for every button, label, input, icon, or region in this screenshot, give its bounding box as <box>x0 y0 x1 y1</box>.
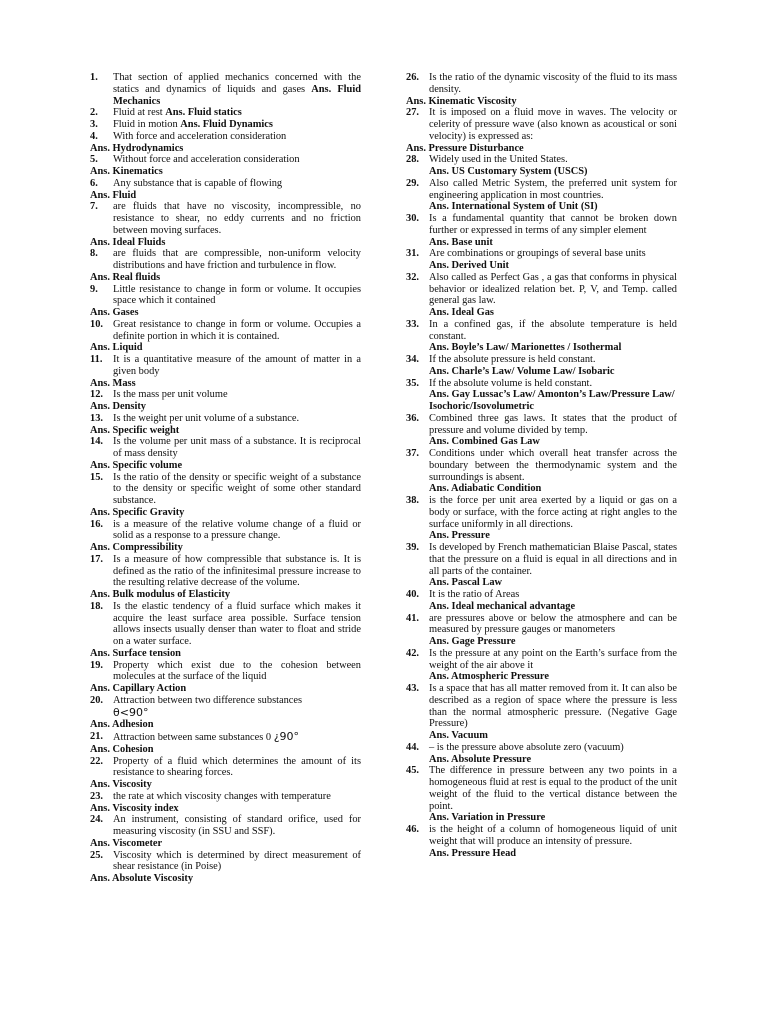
question-number: 31. <box>406 248 419 260</box>
question-row <box>90 814 361 838</box>
inline-answer: Ans. Fluid statics <box>165 107 242 119</box>
question-number: 20. <box>90 694 103 706</box>
question-number: 12. <box>90 389 103 401</box>
question-body: It is the ratio of Areas <box>429 589 520 600</box>
question-body: Without force and acceleration consideration <box>113 154 300 166</box>
question-text <box>429 378 677 390</box>
question-number: 32. <box>406 271 419 283</box>
question-body: Any substance that is capable of flowing <box>113 177 283 189</box>
question-body: is the force per unit area exerted by a liquid or gas on a body or surface, with the force acting at right angles to the surface uniformly in all directions. <box>429 495 677 530</box>
question-row <box>90 850 361 874</box>
question-body: Is a measure of how compressible that substance is. It is defined as the ratio of the infinitesimal pressure increase to the resulting relative decrease of the volume. <box>113 553 361 589</box>
question-item <box>90 284 361 319</box>
answer-line: Ans. Capillary Action <box>90 683 187 694</box>
answer-line: Ans. Pressure Head <box>429 847 517 859</box>
answer-line: Ans. Adhesion <box>90 719 154 731</box>
question-item <box>406 683 677 742</box>
question-number: 35. <box>406 377 419 389</box>
question-row <box>406 495 677 530</box>
question-text <box>429 589 677 601</box>
question-item <box>406 272 677 319</box>
question-row <box>406 272 677 307</box>
answer-line: Ans. Real fluids <box>90 271 161 283</box>
question-row <box>406 613 677 637</box>
question-row <box>406 354 677 366</box>
question-number: 41. <box>406 612 419 624</box>
answer-line: Ans. Density <box>90 401 147 412</box>
question-row <box>90 554 361 589</box>
question-text <box>113 436 361 460</box>
question-row <box>90 248 361 272</box>
question-row <box>90 413 361 425</box>
question-number: 11. <box>90 354 103 365</box>
question-row <box>406 542 677 577</box>
question-number: 13. <box>90 412 103 424</box>
question-row <box>406 178 677 202</box>
question-text <box>113 660 361 684</box>
question-row <box>90 695 361 720</box>
question-item <box>90 389 361 413</box>
question-body: Little resistance to change in form or volume. It occupies space which it contained <box>113 283 361 307</box>
answer-line: Ans. Surface tension <box>90 647 181 659</box>
question-item <box>90 814 361 849</box>
question-body: Fluid at rest <box>113 107 163 119</box>
question-number: 36. <box>406 412 419 424</box>
question-number: 30. <box>406 213 419 224</box>
question-number: 44. <box>406 741 419 753</box>
question-body: Viscosity which is determined by direct measurement of shear resistance (in Poise) <box>113 849 361 873</box>
question-number: 23. <box>90 790 103 802</box>
question-body: Property which exist due to the cohesion between molecules at the surface of the liquid <box>113 659 361 683</box>
answer-line: Ans. Kinematic Viscosity <box>406 95 517 107</box>
answer-line: Ans. Gage Pressure <box>429 636 516 647</box>
answer-line: Ans. Vacuum <box>429 730 488 741</box>
answer-line: Ans. Absolute Viscosity <box>90 873 194 884</box>
question-row <box>90 472 361 507</box>
left-column <box>90 72 361 885</box>
question-text <box>113 354 361 378</box>
question-text <box>113 154 361 166</box>
question-body: Is the elastic tendency of a fluid surface which makes it acquire the least surface area possible. Surface tension allows insects usually denser than water to float and stride on a water surface. <box>113 600 361 647</box>
question-body: That section of applied mechanics concerned with the statics and dynamics of liquids and gases <box>113 72 361 95</box>
question-row <box>406 72 677 96</box>
question-item <box>406 107 677 154</box>
question-text <box>113 731 361 744</box>
question-row <box>90 119 361 131</box>
question-text <box>429 824 677 848</box>
answer-line: Ans. Pressure <box>429 530 490 542</box>
question-row <box>406 319 677 343</box>
question-item <box>90 472 361 519</box>
question-row <box>90 756 361 780</box>
question-row <box>90 389 361 401</box>
question-number: 26. <box>406 72 419 83</box>
right-column <box>406 72 677 859</box>
question-number: 15. <box>90 471 103 483</box>
inline-answer: Ans. Fluid Mechanics <box>113 83 361 107</box>
question-body: Widely used in the United States. <box>429 154 568 166</box>
answer-line: Ans. Specific volume <box>90 459 183 471</box>
question-body: An instrument, consisting of standard orifice, used for measuring viscosity (in SSU and SSF). <box>113 814 361 837</box>
question-item <box>406 319 677 354</box>
question-number: 37. <box>406 448 419 459</box>
question-row <box>90 107 361 119</box>
question-item <box>406 495 677 542</box>
answer-line: Ans. Compressibility <box>90 542 183 553</box>
question-text <box>113 601 361 648</box>
question-body: are fluids that have no viscosity, incompressible, no resistance to shear, no eddy currents and no friction between moving surfaces. <box>113 201 361 236</box>
question-body: Fluid in motion <box>113 119 178 130</box>
question-item <box>90 601 361 660</box>
question-number: 34. <box>406 354 419 365</box>
question-row <box>90 154 361 166</box>
question-text <box>429 765 677 812</box>
question-row <box>406 378 677 390</box>
question-row <box>90 731 361 744</box>
answer-line: Ans. Hydrodynamics <box>90 142 184 154</box>
question-item <box>406 542 677 589</box>
question-text <box>429 613 677 637</box>
question-text <box>113 178 361 190</box>
question-body: In a confined gas, if the absolute temperature is held constant. <box>429 318 677 342</box>
answer-line: Ans. Variation in Pressure <box>429 812 546 824</box>
question-body: – is the pressure above absolute zero (vacuum) <box>429 741 624 753</box>
question-item <box>90 519 361 554</box>
question-text <box>429 319 677 343</box>
question-row <box>406 648 677 672</box>
question-row <box>90 319 361 343</box>
answer-line: Ans. Atmospheric Pressure <box>429 671 549 683</box>
question-item <box>406 72 677 107</box>
question-text <box>113 284 361 308</box>
question-row <box>90 601 361 648</box>
question-text <box>113 756 361 780</box>
question-text <box>113 248 361 272</box>
question-text <box>113 791 361 803</box>
question-row <box>406 683 677 730</box>
question-text <box>113 319 361 343</box>
question-text <box>113 131 361 143</box>
inline-answer: Ans. Fluid Dynamics <box>180 119 273 130</box>
question-text <box>429 413 677 437</box>
question-body: Is a fundamental quantity that cannot be broken down further or expressed in terms of any simpler element <box>429 213 677 236</box>
question-text <box>113 201 361 236</box>
question-item <box>90 319 361 354</box>
question-text <box>429 448 677 483</box>
question-row <box>90 791 361 803</box>
question-row <box>406 765 677 812</box>
question-row <box>90 354 361 378</box>
question-item <box>406 613 677 648</box>
question-body: If the absolute volume is held constant. <box>429 377 593 389</box>
question-text <box>429 495 677 530</box>
question-number: 22. <box>90 755 103 767</box>
question-number: 17. <box>90 553 103 565</box>
question-row <box>406 248 677 260</box>
question-row <box>406 824 677 848</box>
answer-line: Ans. Fluid <box>90 189 137 201</box>
question-body: is a measure of the relative volume change of a fluid or solid as a response to a pressure change. <box>113 518 361 542</box>
question-text <box>429 213 677 237</box>
question-text <box>429 354 677 366</box>
question-row <box>406 107 677 142</box>
question-number: 14. <box>90 436 103 448</box>
question-body: Attraction between two difference substances <box>113 694 303 706</box>
question-text <box>429 154 677 166</box>
question-number: 38. <box>406 495 419 506</box>
question-text <box>113 107 361 119</box>
answer-line: Ans. Pascal Law <box>429 577 503 589</box>
question-row <box>406 742 677 754</box>
question-number: 4. <box>90 130 98 142</box>
question-text <box>429 272 677 307</box>
question-row <box>406 589 677 601</box>
question-body: Combined three gas laws. It states that the product of pressure and volume divided by temp. <box>429 412 677 436</box>
question-number: 33. <box>406 318 419 330</box>
question-number: 40. <box>406 589 419 600</box>
question-number: 21. <box>90 731 103 742</box>
question-number: 43. <box>406 683 419 694</box>
question-item <box>406 354 677 378</box>
question-text <box>429 107 677 142</box>
question-row <box>90 72 361 107</box>
question-number: 18. <box>90 600 103 612</box>
question-text <box>429 542 677 577</box>
question-text <box>429 248 677 260</box>
question-number: 24. <box>90 814 103 826</box>
question-item <box>90 756 361 791</box>
question-body: Is the mass per unit volume <box>113 389 228 401</box>
answer-line: Ans. Specific weight <box>90 424 180 436</box>
answer-line: Ans. Charle’s Law/ Volume Law/ Isobaric <box>429 365 615 377</box>
question-item <box>90 791 361 815</box>
question-row <box>406 154 677 166</box>
question-item <box>90 695 361 731</box>
question-number: 9. <box>90 283 98 295</box>
question-item <box>90 660 361 695</box>
question-item <box>406 765 677 824</box>
question-item <box>90 107 361 119</box>
question-row <box>90 131 361 143</box>
question-text <box>113 695 361 720</box>
question-number: 5. <box>90 154 98 166</box>
question-row <box>90 519 361 543</box>
question-item <box>406 378 677 413</box>
question-number: 1. <box>90 72 98 83</box>
question-text <box>429 72 677 96</box>
question-number: 28. <box>406 154 419 166</box>
question-item <box>406 154 677 178</box>
answer-line: Ans. Absolute Pressure <box>429 753 532 765</box>
question-item <box>90 201 361 248</box>
question-body: Is the volume per unit mass of a substance. It is reciprocal of mass density <box>113 436 361 459</box>
question-body: Are combinations or groupings of several base units <box>429 248 646 260</box>
math-symbol: θ<90° <box>113 705 149 719</box>
question-item <box>90 413 361 437</box>
answer-line: Ans. Pressure Disturbance <box>406 142 524 154</box>
answer-line: Ans. Bulk modulus of Elasticity <box>90 589 231 600</box>
question-number: 42. <box>406 647 419 659</box>
question-body: If the absolute pressure is held constant. <box>429 354 596 365</box>
answer-line: Ans. Derived Unit <box>429 260 509 271</box>
question-row <box>406 413 677 437</box>
question-text <box>113 850 361 874</box>
question-number: 29. <box>406 177 419 189</box>
question-body: Also called as Perfect Gas , a gas that conforms in physical behavior or idealized relation bet. P, V, and Temp. called general gas law. <box>429 271 677 307</box>
question-number: 27. <box>406 107 419 119</box>
question-text <box>429 648 677 672</box>
question-row <box>90 284 361 308</box>
answer-line: Ans. US Customary System (USCS) <box>429 166 588 177</box>
question-item <box>406 413 677 448</box>
answer-line: Ans. Kinematics <box>90 166 163 177</box>
question-body: are fluids that are compressible, non-uniform velocity distributions and have friction and turbulence in flow. <box>113 248 361 271</box>
answer-line: Ans. Liquid <box>90 342 143 354</box>
question-text <box>429 683 677 730</box>
question-item <box>90 248 361 283</box>
question-row <box>90 201 361 236</box>
question-body: Great resistance to change in form or volume. Occupies a definite portion in which it is contained. <box>113 318 361 342</box>
question-body: Also called Metric System, the preferred unit system for engineering application in most countries. <box>429 177 677 201</box>
question-item <box>406 178 677 213</box>
question-body: Property of a fluid which determines the amount of its resistance to shearing forces. <box>113 755 361 779</box>
question-item <box>406 824 677 859</box>
question-body: Attraction between same substances 0 <box>113 732 274 743</box>
question-body: Conditions under which overall heat transfer across the boundary between the thermodynamic system and the surroundings is absent. <box>429 448 677 483</box>
answer-line: Ans. Gases <box>90 307 139 318</box>
answer-line: Ans. Specific Gravity <box>90 506 185 518</box>
question-text <box>113 72 361 107</box>
question-number: 7. <box>90 201 98 213</box>
question-row <box>90 436 361 460</box>
answer-line: Ans. Ideal Gas <box>429 307 494 318</box>
question-body: The difference in pressure between any two points in a homogeneous fluid at rest is equal to the product of the unit weight of the fluid to the vertical distance between the point. <box>429 765 677 812</box>
question-body: Is the pressure at any point on the Earth’s surface from the weight of the air above it <box>429 647 677 671</box>
question-item <box>90 436 361 471</box>
question-item <box>90 154 361 178</box>
question-number: 16. <box>90 518 103 530</box>
answer-line: Ans. Combined Gas Law <box>429 436 540 448</box>
answer-line: Ans. Viscosity <box>90 779 152 790</box>
answer-line: Ans. Mass <box>90 377 136 389</box>
question-item <box>406 213 677 248</box>
question-item <box>90 731 361 756</box>
question-item <box>406 589 677 613</box>
question-body: Is a space that has all matter removed from it. It can also be described as a region of space where the pressure is less than the normal atmospheric pressure. (Negative Gage Pressure) <box>429 683 677 730</box>
question-body: Is the ratio of the dynamic viscosity of the fluid to its mass density. <box>429 72 677 95</box>
answer-line: Ans. Ideal Fluids <box>90 236 166 248</box>
answer-line: Ans. Base unit <box>429 236 493 248</box>
question-number: 2. <box>90 107 98 119</box>
question-item <box>406 742 677 766</box>
answer-line: Ans. Cohesion <box>90 743 154 755</box>
question-text <box>113 519 361 543</box>
question-body: Is the weight per unit volume of a substance. <box>113 412 300 424</box>
question-item <box>406 248 677 272</box>
question-text <box>429 742 677 754</box>
question-body: Is developed by French mathematician Blaise Pascal, states that the pressure on a fluid is equal in all directions and in all parts of the container. <box>429 542 677 577</box>
question-row <box>90 178 361 190</box>
answer-line: Ans. International System of Unit (SI) <box>429 201 598 213</box>
question-body: are pressures above or below the atmosphere and can be measured by pressure gauges or manometers <box>429 612 677 636</box>
question-text <box>113 413 361 425</box>
question-number: 10. <box>90 318 103 330</box>
question-item <box>90 178 361 202</box>
question-item <box>90 850 361 885</box>
question-number: 45. <box>406 765 419 777</box>
question-text <box>113 814 361 838</box>
question-number: 6. <box>90 177 98 189</box>
question-number: 3. <box>90 119 98 130</box>
question-body: is the height of a column of homogeneous liquid of unit weight that will produce an intensity of pressure. <box>429 824 677 847</box>
question-number: 19. <box>90 659 103 671</box>
question-text <box>113 472 361 507</box>
question-body: It is a quantitative measure of the amount of matter in a given body <box>113 354 361 377</box>
question-row <box>406 213 677 237</box>
question-item <box>406 648 677 683</box>
question-body: With force and acceleration consideration <box>113 130 287 142</box>
question-number: 39. <box>406 542 419 553</box>
question-body: the rate at which viscosity changes with temperature <box>113 790 331 802</box>
question-row <box>406 448 677 483</box>
question-body: It is imposed on a fluid move in waves. The velocity or celerity of pressure wave (also known as acoustical or soni velocity) is expressed as: <box>429 107 677 142</box>
question-item <box>90 72 361 107</box>
answer-line: Ans. Boyle’s Law/ Marionettes / Isothermal <box>429 342 622 354</box>
math-symbol: ¿90° <box>273 730 300 743</box>
answer-line: Ans. Ideal mechanical advantage <box>429 600 576 612</box>
question-text <box>429 178 677 202</box>
question-row <box>90 660 361 684</box>
question-number: 46. <box>406 824 419 835</box>
answer-line: Ans. Gay Lussac’s Law/ Amonton’s Law/Pressure Law/ Isochoric/Isovolumetric <box>429 389 675 412</box>
question-text <box>113 554 361 589</box>
question-body: Is the ratio of the density or specific weight of a substance to the density or specific weight of some other standard substance. <box>113 471 361 506</box>
answer-line: Ans. Adiabatic Condition <box>429 483 542 495</box>
question-text <box>113 119 361 131</box>
question-item <box>90 554 361 601</box>
question-text <box>113 389 361 401</box>
question-item <box>90 119 361 131</box>
question-item <box>90 354 361 389</box>
question-item <box>406 448 677 495</box>
question-number: 8. <box>90 248 98 260</box>
question-item <box>90 131 361 155</box>
question-number: 25. <box>90 849 103 861</box>
answer-line: Ans. Viscometer <box>90 837 163 849</box>
answer-line: Ans. Viscosity index <box>90 802 179 814</box>
